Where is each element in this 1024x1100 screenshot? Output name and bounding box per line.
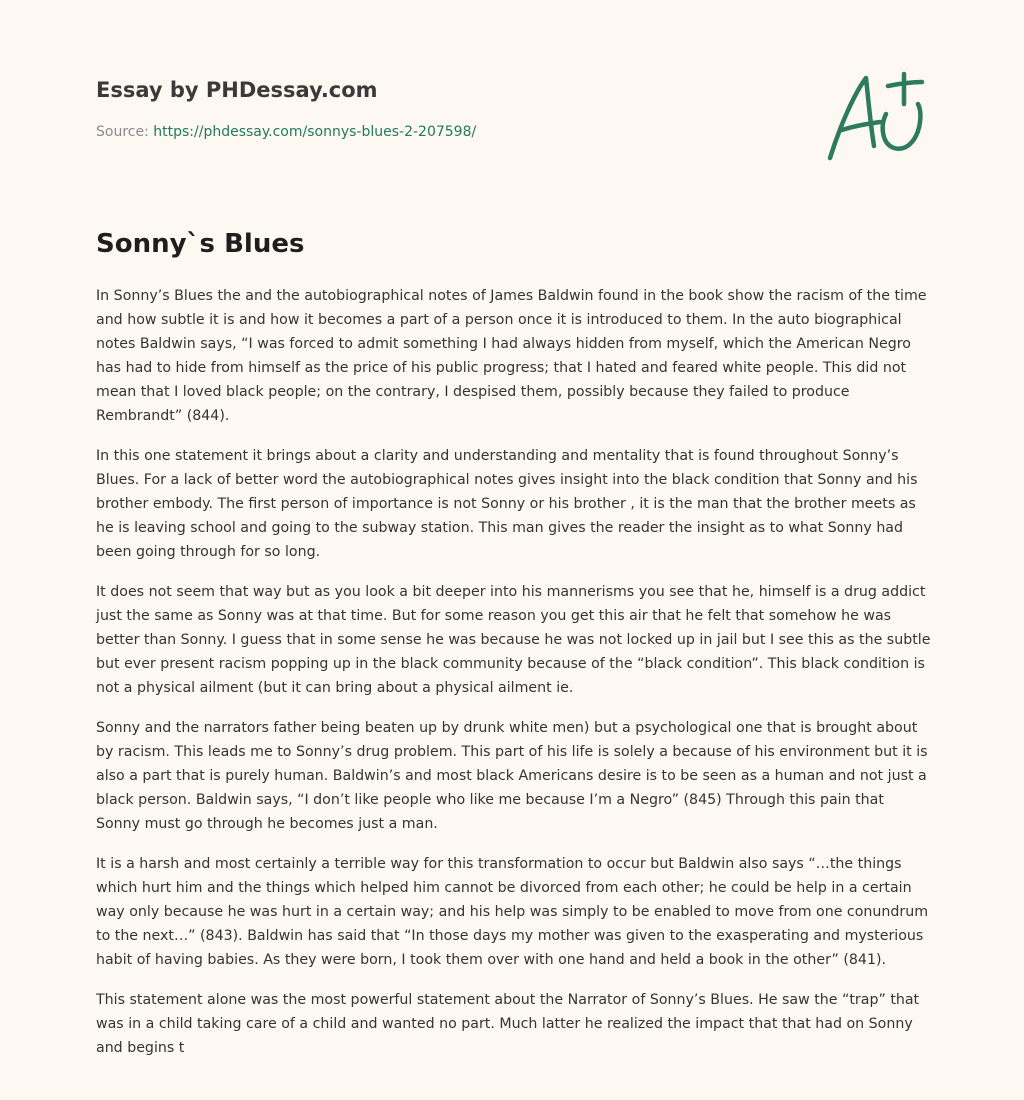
page-header — [96, 76, 928, 140]
source-label: Source: — [96, 124, 149, 140]
site-brand: Essay by PHDessay.com — [96, 78, 378, 102]
essay-paragraph: In this one statement it brings about a clarity and understanding and mentality that is found throughout Sonny’s Blues. For a lack of better word the autobiographical notes gives insight into the black condition that Sonny and his brother embody. The first person of importance is not Sonny or his brother , it is the man that the brother meets as he is leaving school and going to the subway station. This man gives the reader the insight as to what Sonny had been going through for so long. — [96, 448, 918, 560]
essay-paragraph: It does not seem that way but as you look a bit deeper into his mannerisms you see that he, himself is a drug addict just the same as Sonny was at that time. But for some reason you get this air that he felt that somehow he was better than Sonny. I guess that in some sense he was because he was not locked up in jail but I see this as the subtle but ever present racism popping up in the black community because of the “black condition”. This black condition is not a physical ailment (but it can bring about a physical ailment ie. — [96, 584, 931, 696]
essay-paragraph: This statement alone was the most powerful statement about the Narrator of Sonny’s Blues. He saw the “trap” that was in a child taking care of a child and wanted no part. Much latter he realized the impact that that had on Sonny and begins t — [96, 992, 920, 1056]
essay-paragraph: Sonny and the narrators father being beaten up by drunk white men) but a psychological one that is brought about by racism. This leads me to Sonny’s drug problem. This part of his life is solely a because of his environment but it is also a part that is purely human. Baldwin’s and most black Americans desire is to be seen as a human and not just a black person. Baldwin says, “I don’t like people who like me because I’m a Negro” (845) Through this pain that Sonny must go through he becomes just a man. — [96, 720, 928, 832]
source-line — [96, 124, 476, 140]
essay-paragraph: It is a harsh and most certainly a terrible way for this transformation to occur but Baldwin also says “…the things which hurt him and the things which helped him cannot be divorced from each other; he could be help in a certain way only because he was hurt in a certain way; and his help was simply to be enabled to move from one conundrum to the next…” (843). Baldwin has said that “In those days my mother was given to the exasperating and mysterious habit of having babies. As they were born, I took them over with one hand and held a book in the other” (841). — [96, 856, 929, 968]
a-plus-logo-icon — [820, 66, 930, 166]
essay-paragraph: In Sonny’s Blues the and the autobiographical notes of James Baldwin found in the book show the racism of the time and how subtle it is and how it becomes a part of a person once it is introduced to them. In the auto biographical notes Baldwin says, “I was forced to admit something I had always hidden from myself, which the American Negro has had to hide from himself as the price of his public progress; that I hated and feared white people. This did not mean that I loved black people; on the contrary, I despised them, possibly because they failed to produce Rembrandt” (844). — [96, 288, 927, 424]
essay-title: Sonny`s Blues — [96, 229, 305, 259]
essay-body — [96, 284, 932, 1076]
source-link[interactable]: https://phdessay.com/sonnys-blues-2-207598/ — [153, 124, 477, 140]
